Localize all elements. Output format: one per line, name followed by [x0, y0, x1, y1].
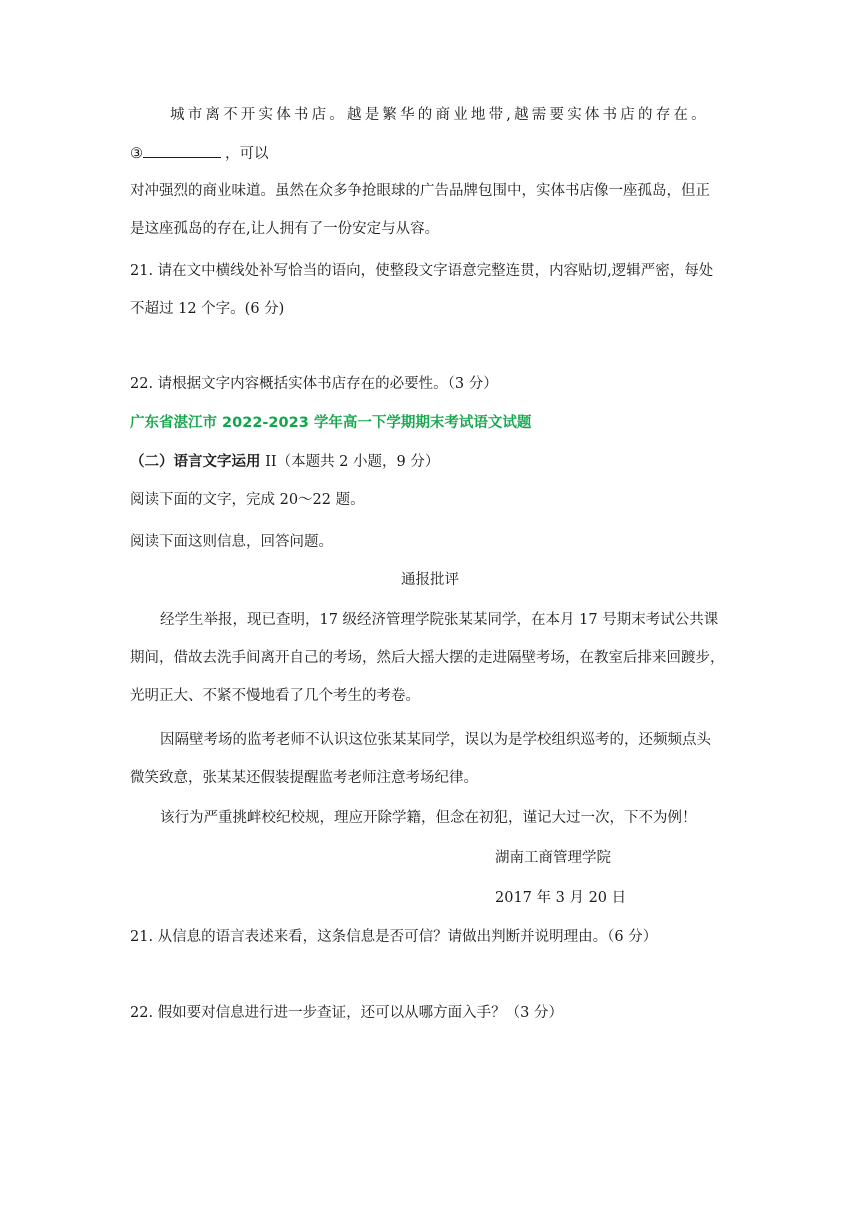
- section-heading-rest: II（本题共 2 小题，9 分）: [260, 454, 440, 470]
- section-heading-bold: （二）语言文字运用: [130, 453, 261, 470]
- notice-paragraph-line: 期间，借故去洗手间离开自己的考场，然后大摇大摆的走进隔壁考场，在教室后排来回踱步，: [130, 650, 725, 666]
- notice-paragraph-line: 光明正大、不紧不慢地看了几个考生的考卷。: [130, 688, 420, 704]
- notice-title: 通报批评: [401, 572, 459, 588]
- question-21-text: 21. 从信息的语言表述来看，这条信息是否可信？请做出判断并说明理由。（6 分）: [130, 929, 658, 945]
- notice-paragraph-line: 经学生举报，现已查明，17 级经济管理学院张某某同学，在本月 17 号期末考试公共课: [160, 612, 719, 628]
- passage-blank-line: [130, 143, 269, 164]
- passage-line: 对冲强烈的商业味道。虽然在众多争抢眼球的广告品牌包围中，实体书店像一座孤岛，但正: [130, 183, 710, 199]
- notice-date: 2017 年 3 月 20 日: [495, 890, 627, 906]
- section-heading: [130, 452, 439, 472]
- question-21-text: 不超过 12 个字。(6 分): [130, 301, 285, 317]
- source-title: 广东省湛江市 2022-2023 学年高一下学期期末考试语文试题: [130, 415, 532, 431]
- question-22-text: 22. 请根据文字内容概括实体书店存在的必要性。（3 分）: [130, 376, 498, 392]
- question-21-text: 21. 请在文中横线处补写恰当的语向，使整段文字语意完整连贯，内容贴切,逻辑严密，每处: [130, 263, 714, 279]
- instruction-text: 阅读下面这则信息，回答问题。: [130, 534, 333, 550]
- notice-paragraph-line: 该行为严重挑衅校纪校规，理应开除学籍，但念在初犯，谨记大过一次，下不为例！: [160, 810, 697, 826]
- blank-marker: ③: [130, 146, 143, 162]
- notice-signer: 湖南工商管理学院: [495, 850, 611, 866]
- passage-line: 是这座孤岛的存在,让人拥有了一份安定与从容。: [130, 221, 440, 237]
- answer-blank: [143, 143, 221, 158]
- question-22-text: 22. 假如要对信息进行进一步查证，还可以从哪方面入手？（3 分）: [130, 1005, 564, 1021]
- blank-tail: ，可以: [225, 146, 269, 162]
- notice-paragraph-line: 因隔壁考场的监考老师不认识这位张某某同学，误以为是学校组织巡考的，还频频点头: [160, 732, 711, 748]
- notice-paragraph-line: 微笑致意，张某某还假装提醒监考老师注意考场纪律。: [130, 770, 478, 786]
- instruction-text: 阅读下面的文字，完成 20～22 题。: [130, 492, 365, 508]
- passage-line: 城市离不开实体书店。越是繁华的商业地带,越需要实体书店的存在。: [170, 107, 709, 123]
